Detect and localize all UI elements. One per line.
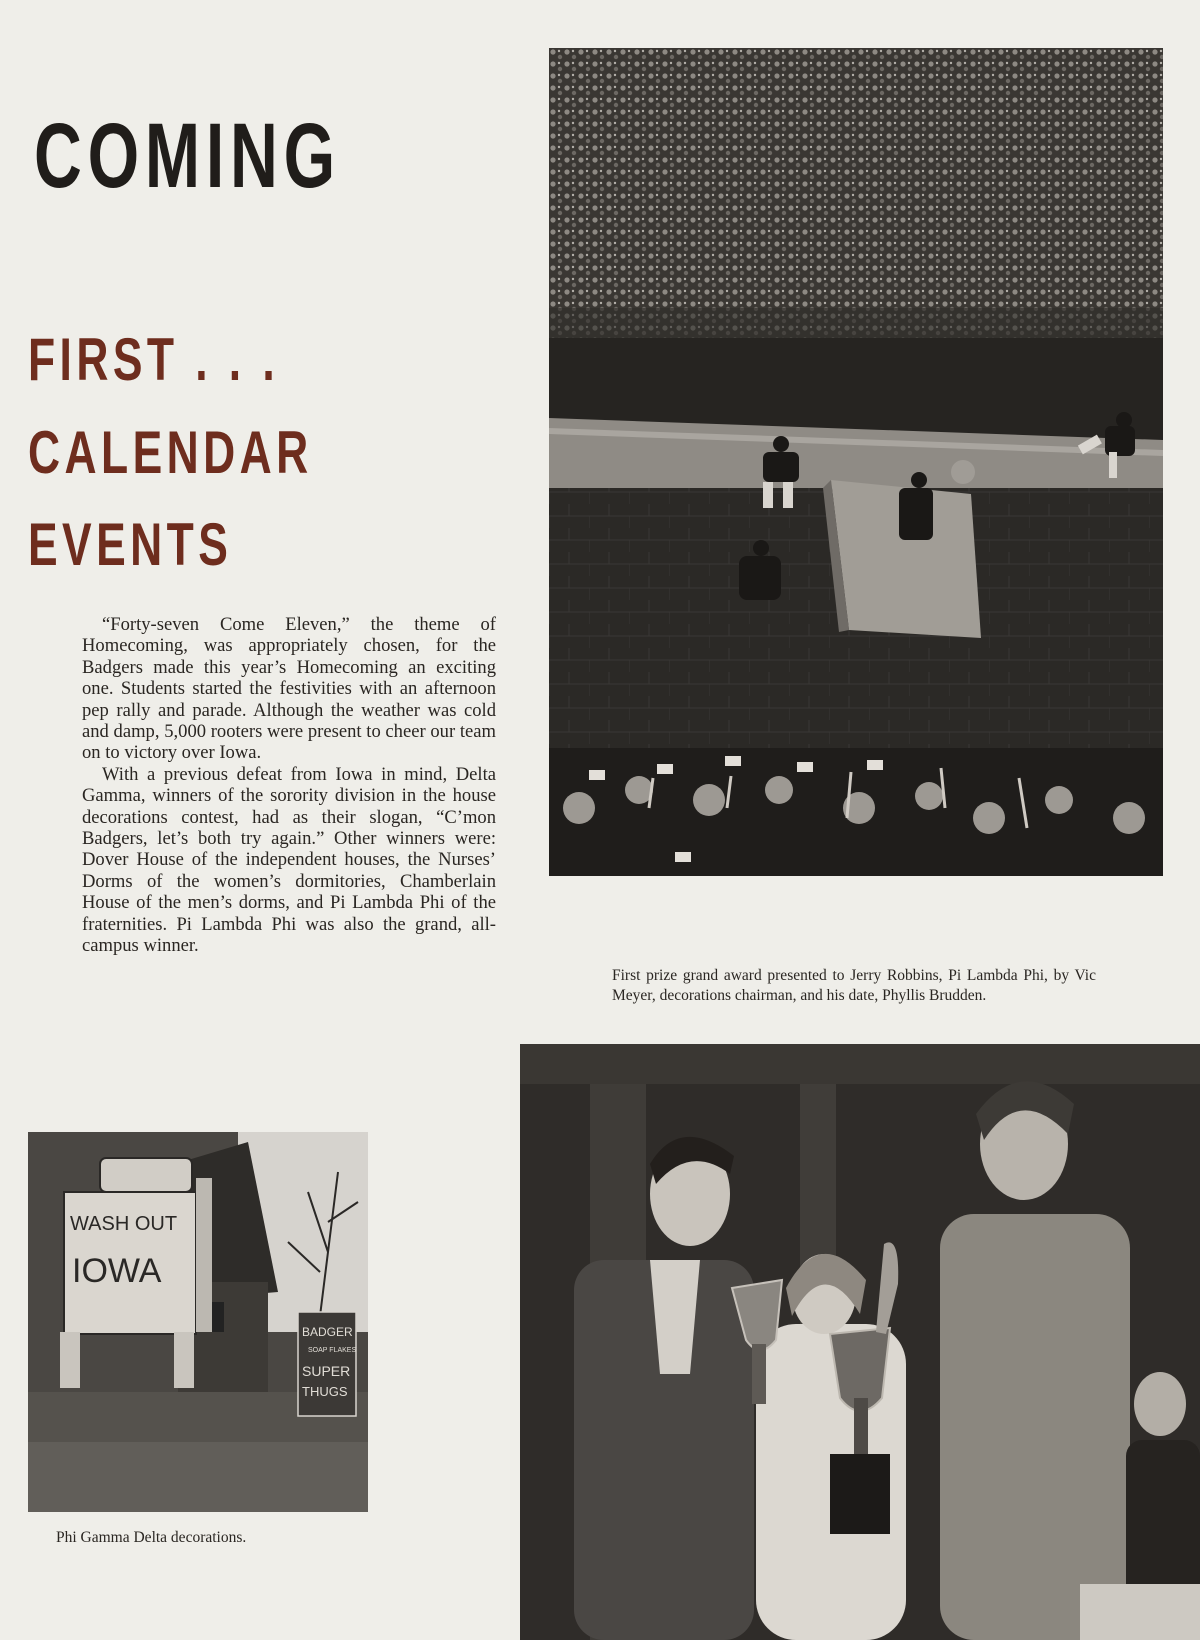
sign-wash-out: WASH OUT bbox=[70, 1213, 178, 1235]
pep-rally-photo bbox=[549, 48, 1163, 876]
decorations-photo bbox=[28, 1132, 368, 1512]
paragraph-1: “Forty-seven Come Eleven,” the theme of Homecoming, was appropriately chosen, for the Badgers made this year’s Homecoming an exciting one. Students started the festivities with an afternoon pep rally and parade. Although the weather was cold and damp, 5,000 rooters were present to cheer our team on to victory over Iowa. bbox=[82, 614, 496, 764]
sign-soap-flakes: SOAP FLAKES bbox=[308, 1347, 357, 1354]
decorations-caption: Phi Gamma Delta decorations. bbox=[56, 1529, 247, 1546]
sign-thugs: THUGS bbox=[302, 1384, 348, 1399]
sign-super: SUPER bbox=[302, 1363, 351, 1379]
article-body bbox=[82, 614, 496, 957]
subtitle-line-1: FIRST . . . bbox=[28, 326, 280, 393]
award-photo bbox=[520, 1044, 1200, 1640]
subtitle-line-2: CALENDAR bbox=[28, 419, 313, 486]
award-caption: First prize grand award presented to Jerry Robbins, Pi Lambda Phi, by Vic Meyer, decorations chairman, and his date, Phyllis Brudden. bbox=[612, 967, 1096, 1004]
subtitle-line-3: EVENTS bbox=[28, 511, 233, 578]
page-title: COMING bbox=[34, 105, 341, 207]
paragraph-2: With a previous defeat from Iowa in mind, Delta Gamma, winners of the sorority division in the house decorations contest, had as their slogan, “C’mon Badgers, let’s both try again.” Other winners were: Dover House of the independent houses, the Nurses’ Dorms of the women’s dormitories, Chamberlain House of the men’s dorms, and Pi Lambda Phi of the fraternities. Pi Lambda Phi was also the grand, all-campus winner. bbox=[82, 763, 496, 957]
sign-badger: BADGER bbox=[302, 1325, 353, 1339]
sign-iowa: IOWA bbox=[72, 1252, 162, 1290]
